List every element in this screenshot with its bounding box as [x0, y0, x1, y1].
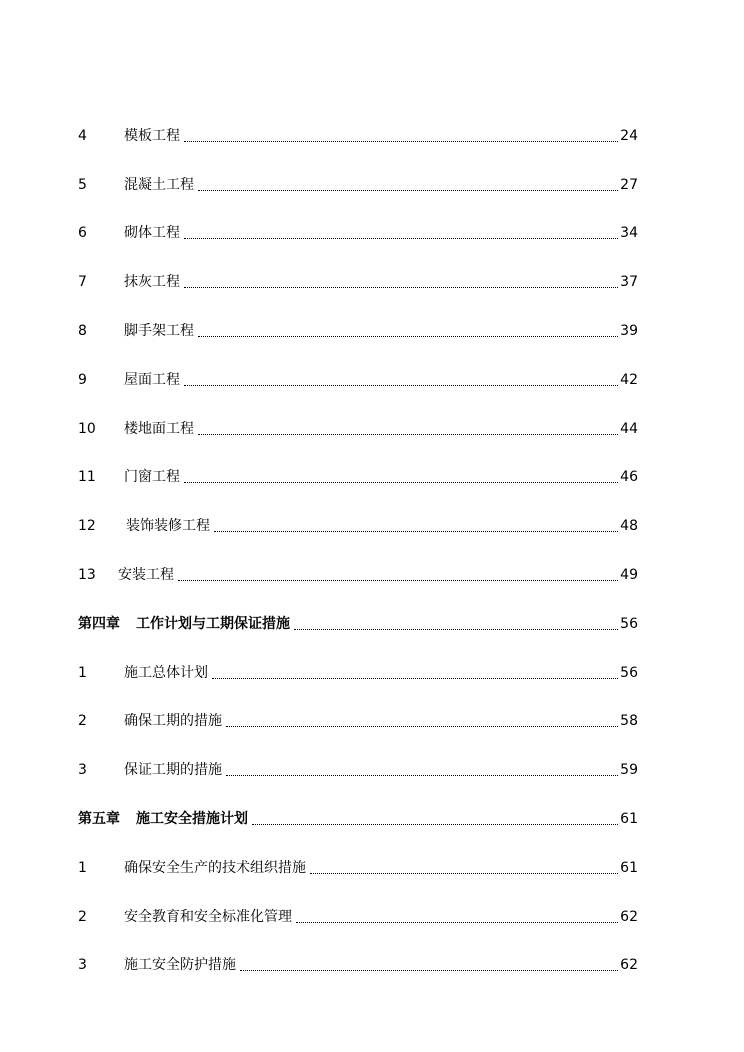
- toc-entry[interactable]: [78, 828, 638, 877]
- toc-entry-number: 1: [78, 664, 87, 681]
- toc-dot-leader: [184, 371, 618, 386]
- toc-entry-page: 24: [620, 127, 638, 144]
- toc-dot-leader: [294, 615, 618, 630]
- toc-entry-number: 1: [78, 859, 87, 876]
- toc-entry-page: 37: [620, 274, 638, 291]
- toc-entry-number: 10: [78, 420, 96, 437]
- toc-entry-title: 混凝土工程: [124, 176, 194, 193]
- toc-entry-title: 确保安全生产的技术组织措施: [124, 859, 306, 876]
- toc-entry-number: 6: [78, 225, 87, 242]
- toc-dot-leader: [226, 712, 618, 727]
- toc-entry[interactable]: [78, 340, 638, 389]
- toc-entry-page: 56: [620, 664, 638, 681]
- toc-entry-number: 5: [78, 176, 87, 193]
- toc-entry[interactable]: [78, 194, 638, 243]
- toc-entry-title: 装饰装修工程: [126, 518, 210, 535]
- toc-chapter-number: 第五章: [78, 810, 120, 827]
- toc-entry-title: 安装工程: [118, 566, 174, 583]
- toc-entry-number: 12: [78, 518, 96, 535]
- toc-entry-title: 施工总体计划: [124, 664, 208, 681]
- toc-entry-title: 施工安全防护措施: [124, 957, 236, 974]
- toc-dot-leader: [198, 322, 618, 337]
- toc-entry-number: 2: [78, 713, 87, 730]
- toc-entry-page: 58: [620, 713, 638, 730]
- toc-dot-leader: [178, 566, 618, 581]
- toc-dot-leader: [184, 468, 618, 483]
- toc-dot-leader: [310, 859, 618, 874]
- toc-entry-number: 7: [78, 274, 87, 291]
- toc-chapter-title: 施工安全措施计划: [136, 810, 248, 827]
- toc-entry-page: 44: [620, 420, 638, 437]
- toc-entry[interactable]: [78, 389, 638, 438]
- toc-entry[interactable]: [78, 486, 638, 535]
- table-of-contents: [78, 96, 638, 974]
- toc-entry-number: 4: [78, 127, 87, 144]
- toc-entry-title: 安全教育和安全标准化管理: [124, 908, 292, 925]
- toc-entry-number: 9: [78, 371, 87, 388]
- toc-entry[interactable]: [78, 877, 638, 926]
- toc-entry-page: 27: [620, 176, 638, 193]
- toc-dot-leader: [212, 664, 618, 679]
- toc-entry[interactable]: [78, 96, 638, 145]
- toc-dot-leader: [214, 517, 618, 532]
- toc-entry-page: 56: [620, 615, 638, 632]
- toc-chapter-entry[interactable]: [78, 584, 638, 633]
- toc-dot-leader: [184, 224, 618, 239]
- toc-entry-page: 48: [620, 518, 638, 535]
- toc-dot-leader: [198, 420, 618, 435]
- toc-dot-leader: [184, 273, 618, 288]
- toc-chapter-entry[interactable]: [78, 779, 638, 828]
- toc-entry-title: 抹灰工程: [124, 274, 180, 291]
- toc-entry-page: 49: [620, 566, 638, 583]
- toc-entry-title: 保证工期的措施: [124, 762, 222, 779]
- toc-entry[interactable]: [78, 730, 638, 779]
- toc-entry-page: 39: [620, 322, 638, 339]
- toc-entry-title: 砌体工程: [124, 225, 180, 242]
- toc-entry-page: 42: [620, 371, 638, 388]
- toc-entry-title: 楼地面工程: [124, 420, 194, 437]
- toc-entry[interactable]: [78, 145, 638, 194]
- toc-entry[interactable]: [78, 535, 638, 584]
- toc-entry-title: 门窗工程: [124, 469, 180, 486]
- toc-entry-title: 屋面工程: [124, 371, 180, 388]
- toc-dot-leader: [240, 956, 618, 971]
- toc-entry[interactable]: [78, 926, 638, 975]
- toc-entry-page: 62: [620, 957, 638, 974]
- toc-dot-leader: [252, 810, 618, 825]
- toc-entry-number: 8: [78, 322, 87, 339]
- toc-entry-number: 13: [78, 566, 96, 583]
- toc-entry-title: 确保工期的措施: [124, 713, 222, 730]
- toc-chapter-title: 工作计划与工期保证措施: [136, 615, 290, 632]
- toc-dot-leader: [296, 908, 618, 923]
- toc-entry[interactable]: [78, 242, 638, 291]
- toc-entry-page: 34: [620, 225, 638, 242]
- toc-entry-title: 模板工程: [124, 127, 180, 144]
- toc-entry[interactable]: [78, 438, 638, 487]
- toc-entry-page: 61: [620, 810, 638, 827]
- toc-dot-leader: [184, 127, 618, 142]
- toc-entry-page: 46: [620, 469, 638, 486]
- toc-chapter-number: 第四章: [78, 615, 120, 632]
- toc-entry-number: 3: [78, 762, 87, 779]
- toc-entry-page: 62: [620, 908, 638, 925]
- toc-entry[interactable]: [78, 291, 638, 340]
- toc-entry-number: 11: [78, 469, 96, 486]
- toc-entry-page: 61: [620, 859, 638, 876]
- toc-dot-leader: [198, 176, 618, 191]
- toc-entry-title: 脚手架工程: [124, 322, 194, 339]
- toc-dot-leader: [226, 761, 618, 776]
- toc-entry-page: 59: [620, 762, 638, 779]
- toc-entry[interactable]: [78, 682, 638, 731]
- toc-entry[interactable]: [78, 633, 638, 682]
- toc-entry-number: 2: [78, 908, 87, 925]
- toc-entry-number: 3: [78, 957, 87, 974]
